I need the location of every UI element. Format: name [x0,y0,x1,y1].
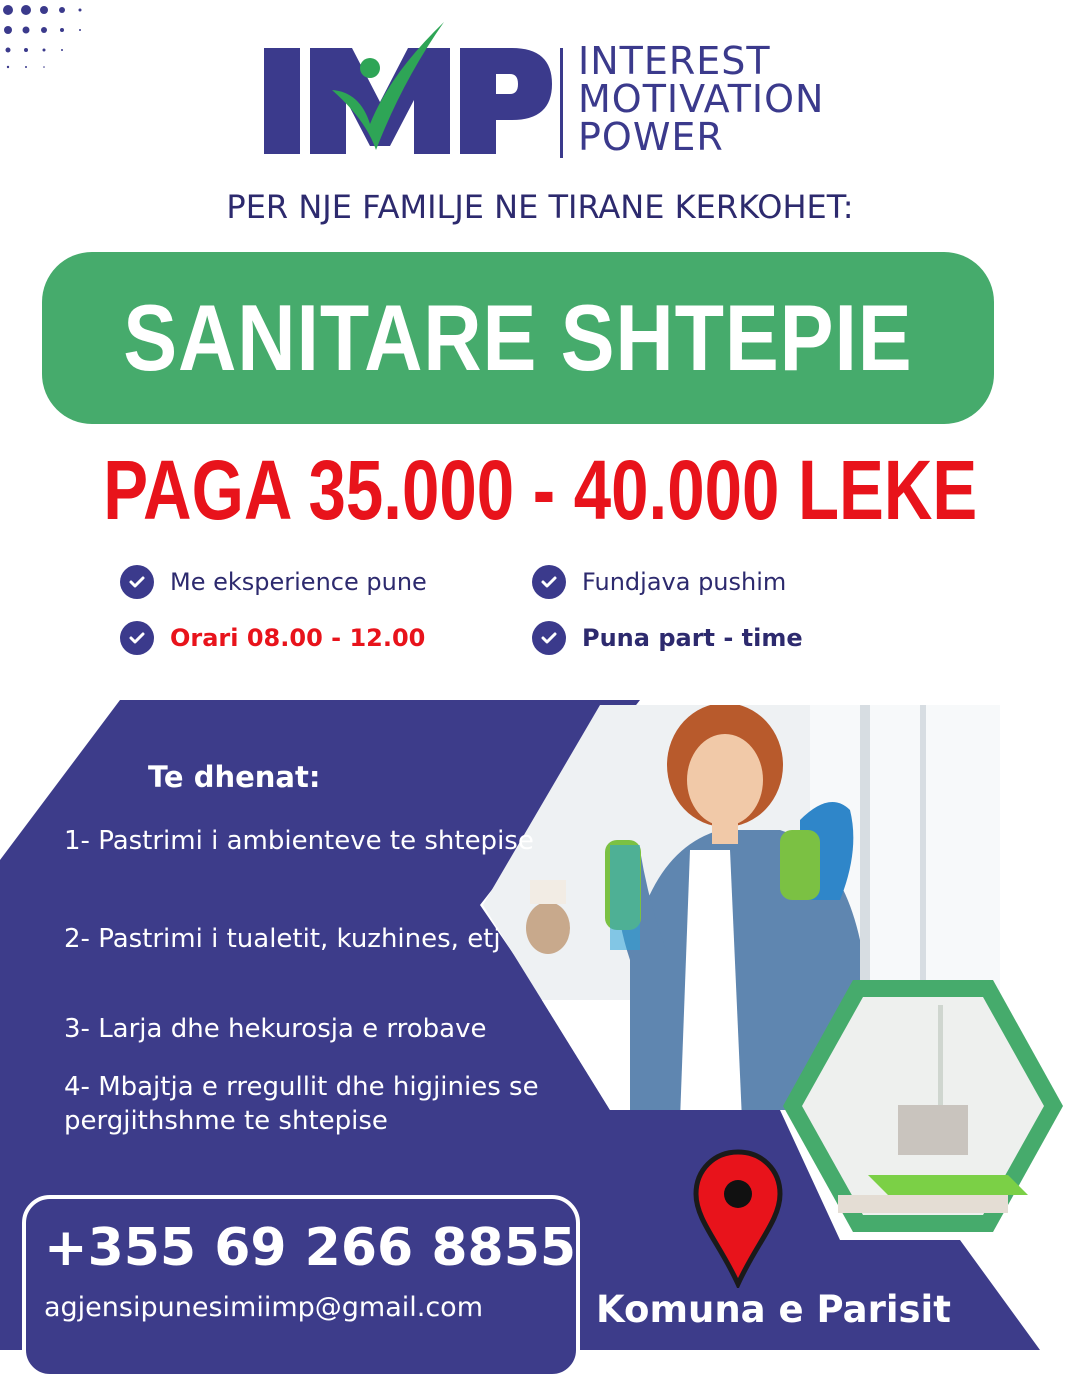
detail-item: 3- Larja dhe hekurosja e rrobave [64,1014,487,1044]
location-label: Komuna e Parisit [596,1288,951,1331]
salary-text: PAGA 35.000 - 40.000 LEKE [103,443,978,537]
phone-number[interactable]: +355 69 266 8855 [44,1218,577,1278]
logo-line-3: POWER [578,115,724,159]
detail-item: 1- Pastrimi i ambienteve te shtepise [64,826,534,856]
feature-label: Orari 08.00 - 12.00 [170,624,426,652]
details-title: Te dhenat: [148,760,321,794]
page-title: SANITARE SHTEPIE [123,285,913,390]
feature-label: Me eksperience pune [170,568,427,596]
logo-line-1: INTEREST [578,39,771,83]
feature-label: Puna part - time [582,624,803,652]
email-address[interactable]: agjensipunesimiimp@gmail.com [44,1292,484,1323]
detail-item: 4- Mbajtja e rregullit dhe higjinies se pergjithshme te shtepise [64,1072,539,1136]
subtitle: PER NJE FAMILJE NE TIRANE KERKOHET: [226,188,854,226]
mop-photo [778,975,1068,1237]
logo-line-2: MOTIVATION [578,77,825,121]
map-pin-icon [692,1148,784,1288]
detail-item: 2- Pastrimi i tualetit, kuzhines, etj [64,924,501,954]
feature-label: Fundjava pushim [582,568,787,596]
